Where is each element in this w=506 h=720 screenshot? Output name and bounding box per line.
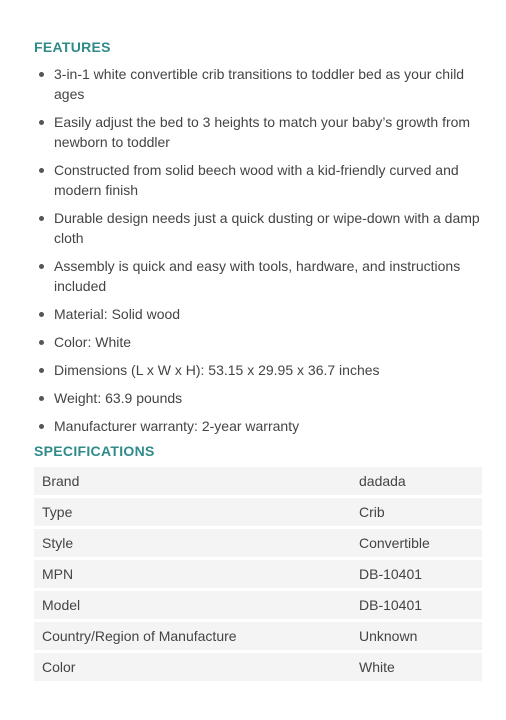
feature-item: Easily adjust the bed to 3 heights to match your baby’s growth from newborn to toddler	[34, 112, 484, 152]
specifications-table	[34, 464, 482, 684]
table-row	[34, 653, 482, 681]
spec-label: Model	[34, 591, 351, 619]
table-row	[34, 560, 482, 588]
spec-value: DB-10401	[351, 560, 482, 588]
spec-value: DB-10401	[351, 591, 482, 619]
feature-item: Material: Solid wood	[34, 304, 484, 324]
spec-label: Type	[34, 498, 351, 526]
table-row	[34, 529, 482, 557]
feature-item: Weight: 63.9 pounds	[34, 388, 484, 408]
feature-item: Manufacturer warranty: 2-year warranty	[34, 416, 484, 436]
spec-label: MPN	[34, 560, 351, 588]
spec-label: Style	[34, 529, 351, 557]
spec-label: Color	[34, 653, 351, 681]
table-row	[34, 622, 482, 650]
feature-item: Constructed from solid beech wood with a kid-friendly curved and modern finish	[34, 160, 484, 200]
spec-value: Unknown	[351, 622, 482, 650]
spec-value: White	[351, 653, 482, 681]
specifications-heading: SPECIFICATIONS	[34, 443, 155, 459]
feature-item: Color: White	[34, 332, 484, 352]
spec-value: Convertible	[351, 529, 482, 557]
features-list	[34, 64, 484, 444]
spec-value: dadada	[351, 467, 482, 495]
spec-label: Country/Region of Manufacture	[34, 622, 351, 650]
feature-item: Assembly is quick and easy with tools, hardware, and instructions included	[34, 256, 484, 296]
feature-item: Durable design needs just a quick dusting or wipe-down with a damp cloth	[34, 208, 484, 248]
table-row	[34, 467, 482, 495]
features-heading: FEATURES	[34, 39, 111, 55]
spec-value: Crib	[351, 498, 482, 526]
table-row	[34, 591, 482, 619]
feature-item: Dimensions (L x W x H): 53.15 x 29.95 x 36.7 inches	[34, 360, 484, 380]
table-row	[34, 498, 482, 526]
feature-item: 3-in-1 white convertible crib transitions to toddler bed as your child ages	[34, 64, 484, 104]
spec-label: Brand	[34, 467, 351, 495]
